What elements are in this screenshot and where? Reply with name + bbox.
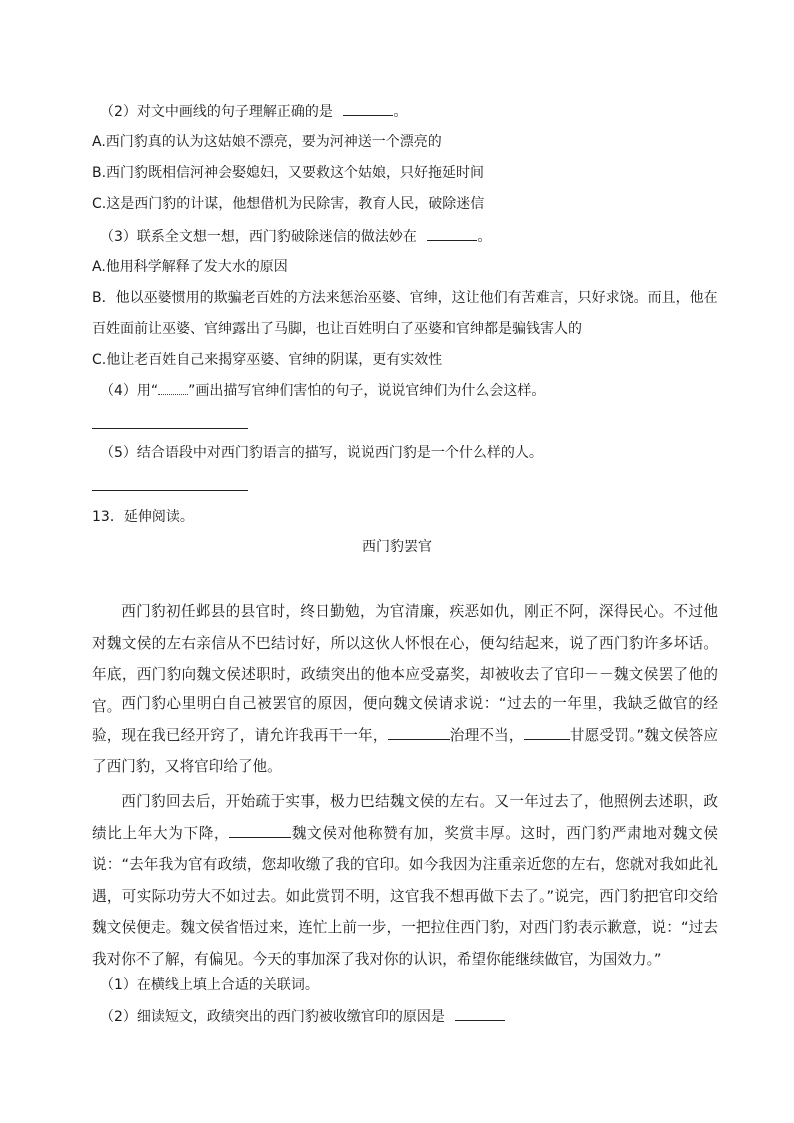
q3-option-a: A.他用科学解释了发大水的原因	[92, 259, 288, 275]
wavy-underline-mark	[158, 384, 188, 395]
q2-option-b: B.西门豹既相信河神会娶媳妇，又要救这个姑娘，只好拖延时间	[92, 165, 485, 181]
p2-blank-2[interactable]	[524, 725, 570, 740]
p2-blank-1[interactable]	[388, 725, 450, 740]
q3-option-c: C.他让老百姓自己来揭穿巫婆、官绅的阴谋，更有实效性	[92, 352, 443, 368]
q4-prompt	[100, 381, 545, 401]
q2-stem-text: （2）对文中画线的句子理解正确的是	[100, 104, 333, 120]
q2-option-c: C.这是西门豹的计谋，他想借机为民除害，教育人民，破除迷信	[92, 196, 485, 212]
q4-prefix: （4）用“	[100, 383, 159, 399]
p2-text-a: 西门豹心里明白自己被罢官的原因，便向魏文侯请求说：“过去的一年里，我缺乏做官的经验，现在我已经开窍了，请允许我再干一年，	[92, 695, 718, 744]
passage-paragraph-1: 西门豹初任邺县的县官时，终日勤勉，为官清廉，疾恶如仇，刚正不阿，深得民心。不过他对魏文侯的左右亲信从不巴结讨好，所以这伙人怀恨在心，便勾结起来，说了西门豹许多坏话。年底，西门豹向魏文侯述职时，政绩突出的他本应受嘉奖，却被收去了官印－－魏文侯罢了他的官。	[92, 603, 718, 715]
q3-stem-suffix: 。	[477, 229, 492, 245]
q5-answer-line[interactable]	[92, 490, 248, 491]
passage-paragraph-3	[92, 786, 718, 975]
q13-sub1: （1）在横线上填上合适的关联词。	[100, 977, 319, 993]
p2-text-c: 甘愿受罚。”魏文侯答应了西门豹，又将官印给了他。	[92, 726, 718, 775]
q13-sub2-text: （2）细读短文，政绩突出的西门豹被收缴官印的原因是	[100, 1009, 445, 1025]
q5-prompt: （5）结合语段中对西门豹语言的描写，说说西门豹是一个什么样的人。	[100, 445, 543, 461]
q13-sub2	[100, 1006, 505, 1027]
q3-answer-blank[interactable]	[427, 226, 477, 241]
q4-suffix: ”画出描写官绅们害怕的句子，说说官绅们为什么会这样。	[188, 383, 546, 399]
q3-option-b-line1: B．他以巫婆惯用的欺骗老百姓的方法来惩治巫婆、官绅，这让他们有苦难言，只好求饶。而且，他在	[92, 290, 718, 306]
q2-stem	[100, 101, 407, 122]
passage-paragraph-2	[92, 688, 718, 783]
p3-text-a: 西门豹回去后，开始疏于实事，极力巴结魏文侯的左右。又一年过去了，他照例去述职，政绩比上年大为下降，	[92, 793, 718, 842]
p3-blank-1[interactable]	[229, 823, 291, 838]
q3-option-b-line2: 百姓面前让巫婆、官绅露出了马脚，也让百姓明白了巫婆和官绅都是骗钱害人的	[92, 321, 582, 337]
q13-heading: 13．延伸阅读。	[92, 509, 194, 525]
passage-title: 西门豹罢官	[362, 539, 432, 555]
q13-sub2-answer-blank[interactable]	[455, 1006, 505, 1021]
q2-option-a: A.西门豹真的认为这姑娘不漂亮，要为河神送一个漂亮的	[92, 134, 442, 150]
q3-stem-text: （3）联系全文想一想，西门豹破除迷信的做法妙在	[100, 229, 417, 245]
p2-text-b: 治理不当，	[449, 726, 524, 744]
q4-answer-line[interactable]	[92, 428, 248, 429]
q2-answer-blank[interactable]	[343, 101, 393, 116]
q3-stem	[100, 226, 491, 247]
p3-text-b: 魏文侯对他称赞有加，奖赏丰厚。这时，西门豹严肃地对魏文侯说：“去年我为官有政绩，您却收缴了我的官印。如今我因为注重亲近您的左右，您就对我如此礼遇，可实际功劳大不如过去。如此赏罚不明，这官我不想再做下去了。”说完，西门豹把官印交给魏文侯便走。魏文侯省悟过来，连忙上前一步，一把拉住西门豹，对西门豹表示歉意，说：“过去我对你不了解，有偏见。今天的事加深了我对你的认识，希望你能继续做官，为国效力。”	[92, 824, 718, 968]
q2-stem-suffix: 。	[393, 104, 408, 120]
